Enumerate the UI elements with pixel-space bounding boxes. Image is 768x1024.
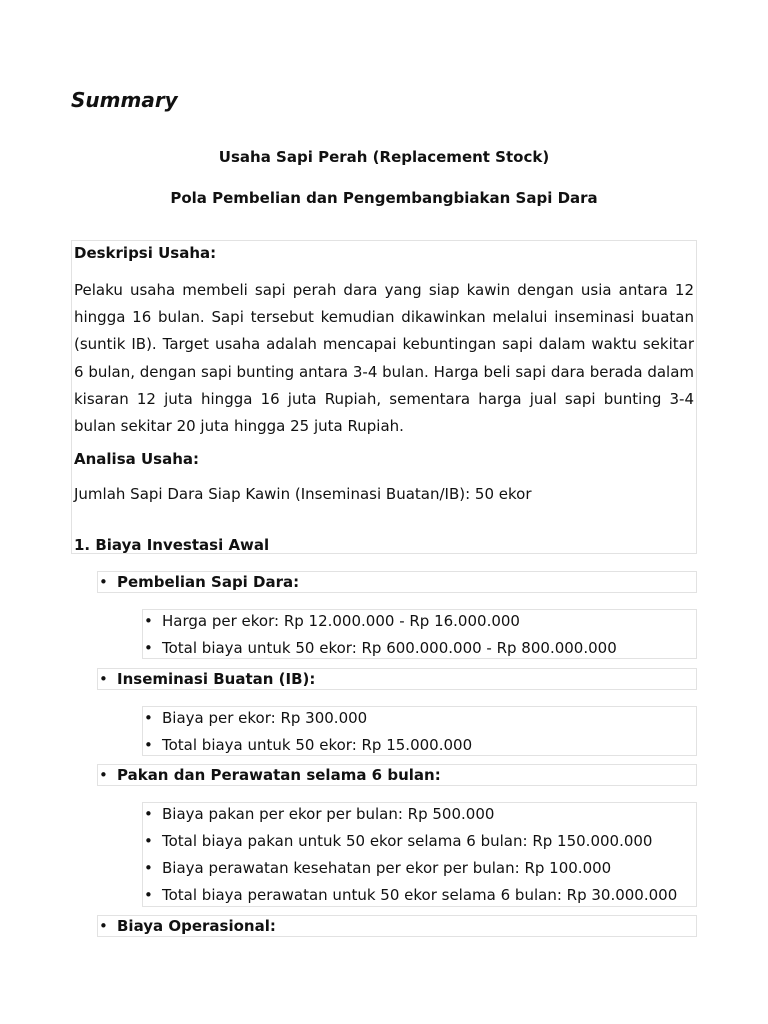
bullet: • [144,709,153,727]
list-item-text: Biaya perawatan kesehatan per ekor per bulan: Rp 100.000 [162,859,612,877]
section-1-heading: 1. Biaya Investasi Awal [74,536,270,554]
bullet: • [144,859,153,877]
bullet: • [144,639,153,657]
sub-list-inseminasi [142,706,697,756]
deskripsi-heading: Deskripsi Usaha: [74,244,217,262]
bullet: • [144,736,153,754]
description-box [71,240,697,554]
bullet: • [99,766,108,784]
list-item-biaya-operasional [97,915,697,937]
bullet: • [99,573,108,591]
list-item-pakan-perawatan [97,764,697,786]
deskripsi-paragraph: Pelaku usaha membeli sapi perah dara yang siap kawin dengan usia antara 12 hingga 16 bulan. Sapi tersebut kemudian dikawinkan melalui inseminasi buatan (suntik IB). Target usaha adalah mencapai kebuntingan sapi dalam waktu sekitar 6 bulan, dengan sapi bunting antara 3-4 bulan. Harga beli sapi dara berada dalam kisaran 12 juta hingga 16 juta Rupiah, sementara harga jual sapi bunting 3-4 bulan sekitar 20 juta hingga 25 juta Rupiah. [74,281,694,436]
bullet: • [144,832,153,850]
sub-list-pakan [142,802,697,907]
group-heading: Biaya Operasional: [117,917,276,935]
bullet: • [144,612,153,630]
summary-heading: Summary [71,88,178,112]
list-item-pembelian-sapi-dara [97,571,697,593]
list-item-text: Total biaya untuk 50 ekor: Rp 15.000.000 [162,736,473,754]
document-title: Usaha Sapi Perah (Replacement Stock) [218,148,550,166]
list-item-inseminasi-buatan [97,668,697,690]
group-heading: Pembelian Sapi Dara: [117,573,300,591]
list-item-text: Biaya pakan per ekor per bulan: Rp 500.000 [162,805,495,823]
bullet: • [99,670,108,688]
jumlah-line: Jumlah Sapi Dara Siap Kawin (Inseminasi Buatan/IB): 50 ekor [74,485,532,503]
list-item-text: Total biaya pakan untuk 50 ekor selama 6 bulan: Rp 150.000.000 [162,832,653,850]
list-item-text: Total biaya untuk 50 ekor: Rp 600.000.000 - Rp 800.000.000 [162,639,617,657]
group-heading: Pakan dan Perawatan selama 6 bulan: [117,766,441,784]
sub-list-pembelian [142,609,697,659]
list-item-text: Total biaya perawatan untuk 50 ekor selama 6 bulan: Rp 30.000.000 [162,886,678,904]
document-subtitle: Pola Pembelian dan Pengembangbiakan Sapi Dara [170,189,598,207]
group-heading: Inseminasi Buatan (IB): [117,670,316,688]
analisa-heading: Analisa Usaha: [74,450,199,468]
list-item-text: Harga per ekor: Rp 12.000.000 - Rp 16.000.000 [162,612,520,630]
bullet: • [144,805,153,823]
bullet: • [99,917,108,935]
list-item-text: Biaya per ekor: Rp 300.000 [162,709,368,727]
bullet: • [144,886,153,904]
